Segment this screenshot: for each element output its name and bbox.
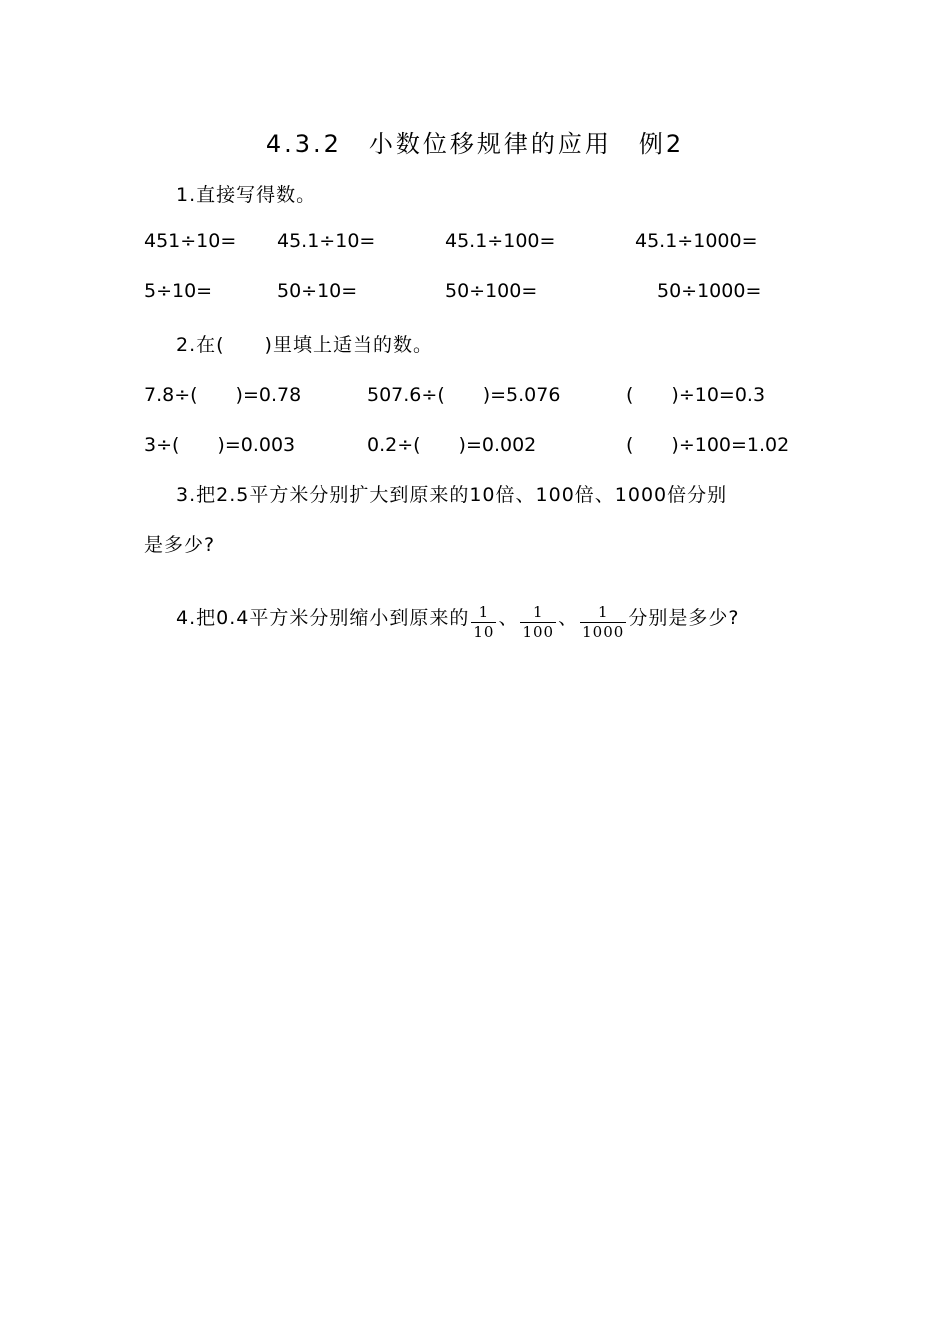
q1-item: 50÷1000= bbox=[657, 280, 762, 302]
fraction-one-hundredth: $\frac{1}{100}$ bbox=[522, 603, 555, 641]
fraction-one-tenth: $\frac{1}{10}$ bbox=[473, 603, 495, 641]
q2-item: 507.6÷( )=5.076 bbox=[367, 384, 561, 406]
q4-prefix: 4.把0.4平方米分别缩小到原来的 bbox=[176, 607, 470, 629]
q2-item: 0.2÷( )=0.002 bbox=[367, 434, 537, 456]
q1-item: 50÷100= bbox=[445, 280, 538, 302]
q1-item: 50÷10= bbox=[277, 280, 358, 302]
q2-item: ( )÷10=0.3 bbox=[626, 384, 766, 406]
q3-text-line2: 是多少? bbox=[144, 534, 216, 556]
q4-text bbox=[176, 600, 740, 641]
q4-separator: 、 bbox=[558, 607, 579, 629]
q1-heading: 1.直接写得数。 bbox=[176, 184, 317, 206]
q2-heading: 2.在( )里填上适当的数。 bbox=[176, 334, 433, 356]
q3-text-line1: 3.把2.5平方米分别扩大到原来的10倍、100倍、1000倍分别 bbox=[176, 484, 728, 506]
q4-suffix: 分别是多少? bbox=[628, 607, 740, 629]
q2-item: ( )÷100=1.02 bbox=[626, 434, 790, 456]
q1-item: 45.1÷1000= bbox=[635, 230, 758, 252]
q4-separator: 、 bbox=[498, 607, 519, 629]
q1-item: 45.1÷100= bbox=[445, 230, 556, 252]
q2-item: 7.8÷( )=0.78 bbox=[144, 384, 302, 406]
page-title: 4.3.2 小数位移规律的应用 例2 bbox=[265, 130, 685, 158]
q1-item: 451÷10= bbox=[144, 230, 237, 252]
q1-item: 5÷10= bbox=[144, 280, 213, 302]
q1-item: 45.1÷10= bbox=[277, 230, 376, 252]
q2-item: 3÷( )=0.003 bbox=[144, 434, 296, 456]
fraction-one-thousandth: $\frac{1}{1000}$ bbox=[582, 603, 625, 641]
